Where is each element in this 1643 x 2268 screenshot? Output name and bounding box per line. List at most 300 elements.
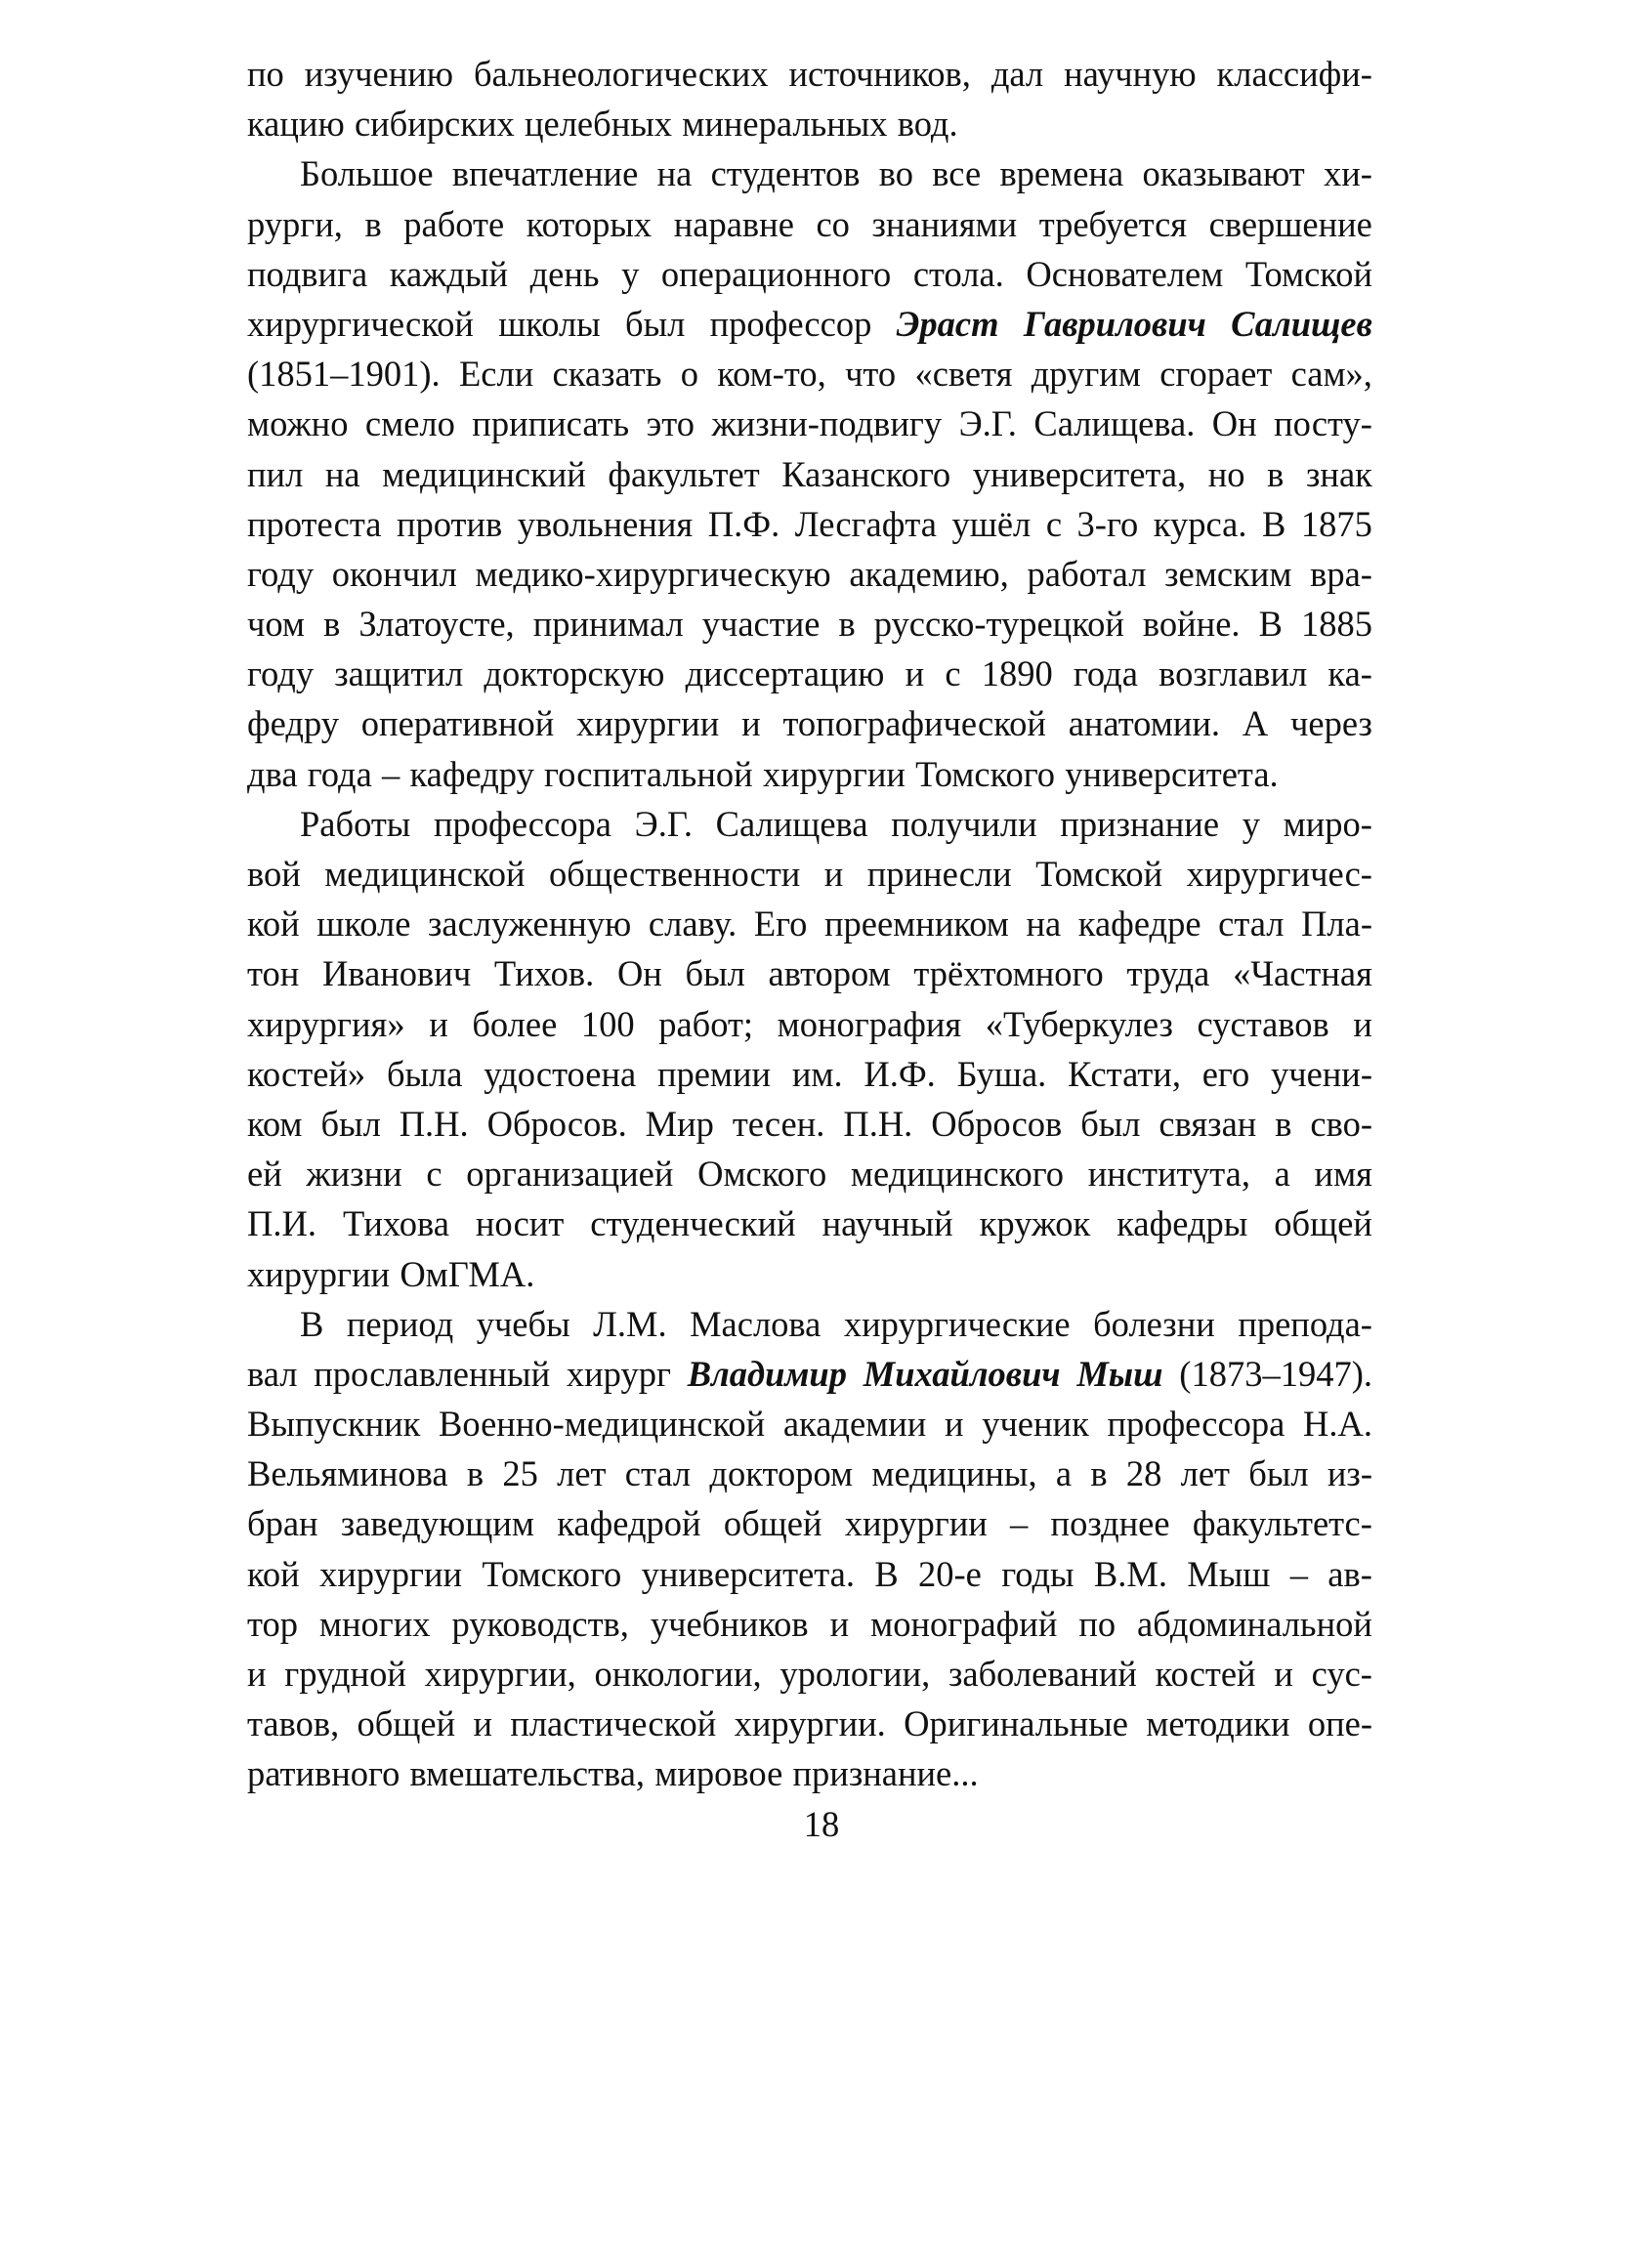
word: хирургии	[844, 1503, 988, 1544]
word: земским	[1164, 553, 1292, 594]
word: ком-то,	[717, 354, 826, 395]
text-line	[247, 599, 1372, 649]
word: Он	[616, 953, 662, 994]
word: профессор	[709, 303, 872, 344]
word: чом	[247, 604, 306, 645]
word: Томской	[1035, 854, 1163, 894]
word: защитил	[334, 653, 464, 694]
word: стал	[1218, 903, 1285, 945]
emphasized-name-word: Гаврилович	[1023, 303, 1206, 344]
word: общей	[723, 1503, 822, 1544]
word: сус-	[1311, 1654, 1372, 1694]
word: бальнеологических	[473, 54, 769, 94]
word: и	[829, 1603, 850, 1644]
word: получили	[891, 803, 1037, 844]
word: сказать	[552, 354, 662, 395]
word: был	[685, 953, 745, 994]
word: требуется	[1038, 203, 1188, 244]
word: в	[323, 604, 341, 645]
word: Казанского	[781, 453, 951, 494]
text-line	[247, 1049, 1372, 1099]
word: учебы	[476, 1303, 570, 1344]
word: Тихова	[342, 1203, 449, 1244]
emphasized-name-word: Михайлович	[863, 1353, 1061, 1394]
word: студентов	[710, 153, 861, 194]
word: против	[396, 503, 503, 544]
word: Э.Г.	[958, 403, 1017, 444]
word: института,	[1087, 1154, 1250, 1195]
word: что	[845, 354, 897, 395]
word: 100	[580, 1003, 635, 1044]
word: университета.	[1065, 753, 1279, 794]
word: «Частная	[1233, 953, 1372, 994]
word: Его	[753, 903, 808, 945]
word: монография	[777, 1003, 962, 1044]
text-line	[247, 99, 1372, 148]
word: В	[1262, 503, 1286, 544]
word: период	[346, 1303, 454, 1344]
word: урологии,	[779, 1654, 931, 1694]
word: вмешательства,	[409, 1753, 646, 1794]
word: хирург	[566, 1353, 671, 1394]
word: Мыш	[1187, 1553, 1271, 1594]
word: кой	[247, 903, 300, 945]
word: федру	[247, 703, 339, 744]
word: премии	[656, 1053, 772, 1094]
word: многих	[318, 1603, 431, 1644]
word: (1851–1901).	[247, 354, 441, 395]
word: подвига	[247, 253, 368, 294]
word: и	[945, 1404, 964, 1445]
word: и	[741, 703, 761, 744]
word: сгорает	[1159, 354, 1273, 395]
word: другим	[1031, 354, 1141, 395]
word: пил	[247, 453, 304, 494]
word: им.	[791, 1053, 843, 1094]
word: в	[1267, 453, 1285, 494]
text-line	[247, 1599, 1372, 1649]
word: приписать	[472, 403, 630, 444]
word: Томской	[1244, 253, 1372, 294]
word: препода-	[1238, 1303, 1372, 1344]
word: медицины,	[871, 1453, 1037, 1494]
word: И.Ф.	[864, 1053, 936, 1094]
word: оказывают	[1142, 153, 1305, 194]
word: оперативной	[360, 703, 555, 744]
word: стола.	[912, 253, 1004, 294]
word: а	[1055, 1453, 1073, 1494]
word: году	[247, 653, 315, 694]
word: более	[472, 1003, 558, 1044]
word: абдоминальной	[1137, 1603, 1372, 1644]
word: свершение	[1208, 203, 1372, 244]
word: учени-	[1270, 1053, 1372, 1094]
word: руководств,	[451, 1603, 629, 1644]
word: (1873–1947).	[1179, 1353, 1372, 1394]
word: кацию	[247, 104, 345, 145]
text-line	[247, 1349, 1372, 1399]
word: труда	[1126, 953, 1210, 994]
word: посту-	[1274, 403, 1372, 444]
word: славу.	[648, 903, 737, 945]
word: организацией	[466, 1154, 674, 1195]
word: два	[247, 753, 298, 794]
word: со	[816, 203, 850, 244]
word: на	[1026, 903, 1062, 945]
word: хирургии	[247, 1253, 391, 1294]
word: трёхтомного	[913, 953, 1104, 994]
word: диссертацию	[685, 653, 885, 694]
word: Пла-	[1301, 903, 1372, 945]
word: хирургия»	[247, 1003, 405, 1044]
word: 1885	[1301, 604, 1372, 645]
text-line	[247, 1099, 1372, 1149]
word: окончил	[331, 553, 457, 594]
word: костей	[1155, 1654, 1256, 1694]
word: Л.М.	[593, 1303, 667, 1344]
word: ка-	[1327, 653, 1372, 694]
word: Обросов	[931, 1103, 1063, 1144]
word: с	[426, 1154, 442, 1195]
text-line	[247, 299, 1372, 349]
word: Основателем	[1026, 253, 1224, 294]
word: П.Н.	[399, 1103, 469, 1144]
word: хирургической	[247, 303, 474, 344]
word: В	[300, 1303, 324, 1344]
word: лет	[1180, 1453, 1231, 1494]
word: на	[656, 153, 693, 194]
word: сво-	[1310, 1103, 1372, 1144]
text-line	[247, 749, 1372, 799]
word: Маслова	[690, 1303, 822, 1344]
word: и	[429, 1003, 448, 1044]
word: которых	[526, 203, 653, 244]
word: ком	[247, 1103, 303, 1144]
word: по	[247, 54, 284, 94]
word: грудной	[284, 1654, 406, 1694]
word: Иванович	[321, 953, 472, 994]
word: «Туберкулез	[985, 1003, 1173, 1044]
word: был	[320, 1103, 381, 1144]
word: хирургичес-	[1186, 854, 1372, 894]
word: в	[1090, 1453, 1108, 1494]
word: В	[1258, 604, 1283, 645]
word: монографий	[870, 1603, 1058, 1644]
word: ей	[247, 1154, 282, 1195]
word: пластической	[510, 1703, 717, 1744]
text-line	[247, 1549, 1372, 1599]
word: топографической	[782, 703, 1046, 744]
text-line	[247, 1699, 1372, 1748]
text-line	[247, 1449, 1372, 1498]
word: Томского	[915, 753, 1056, 794]
word: –	[1010, 1503, 1029, 1544]
word: по	[1078, 1603, 1116, 1644]
word: удостоена	[484, 1053, 637, 1094]
page-number: 18	[803, 1804, 840, 1844]
word: носит	[475, 1203, 565, 1244]
word: целебных	[524, 104, 672, 145]
word: 20-е	[918, 1553, 982, 1594]
word: был	[1080, 1103, 1141, 1144]
word: операционного	[660, 253, 892, 294]
word: П.Н.	[843, 1103, 913, 1144]
word: день	[529, 253, 600, 294]
word: Златоусте,	[358, 604, 515, 645]
word: студенческий	[590, 1203, 796, 1244]
text-line	[247, 549, 1372, 599]
text-line	[247, 649, 1372, 698]
word: заведующим	[340, 1503, 534, 1544]
word: П.Ф.	[707, 503, 780, 544]
word: русско-турецкой	[873, 604, 1124, 645]
word: можно	[247, 403, 349, 444]
word: была	[386, 1053, 463, 1094]
word: признание	[1060, 803, 1220, 844]
word: В.М.	[1093, 1553, 1167, 1594]
word: стал	[624, 1453, 692, 1494]
word: хирургические	[843, 1303, 1071, 1344]
text-line	[247, 249, 1372, 299]
word: смело	[364, 403, 455, 444]
word: Тихов.	[493, 953, 595, 994]
word: классифи-	[1216, 54, 1372, 94]
word: Если	[458, 354, 534, 395]
text-line	[247, 1748, 1372, 1798]
word: знак	[1306, 453, 1372, 494]
word: Оригинальные	[904, 1703, 1128, 1744]
word: факультет	[608, 453, 760, 494]
word: кафедре	[1077, 903, 1201, 945]
word: года	[1073, 653, 1138, 694]
word: с	[945, 653, 961, 694]
word: ученик	[982, 1404, 1089, 1445]
word: его	[1201, 1053, 1250, 1094]
text-line	[247, 849, 1372, 899]
word: В	[874, 1553, 899, 1594]
word: хи-	[1323, 153, 1372, 194]
word: Э.Г.	[634, 803, 693, 844]
word: жизни-подвигу	[711, 403, 943, 444]
word: госпитальной	[544, 753, 753, 794]
word: научную	[1064, 54, 1197, 94]
word: источников,	[788, 54, 971, 94]
word: связан	[1159, 1103, 1257, 1144]
word: академию,	[849, 553, 1009, 594]
word: медицинского	[850, 1154, 1065, 1195]
word: возглавил	[1159, 653, 1308, 694]
word: через	[1290, 703, 1372, 744]
word: хирургии	[762, 753, 906, 794]
word: Лесгафта	[794, 503, 937, 544]
word: школе	[316, 903, 411, 945]
word: и	[823, 854, 844, 894]
word: на	[324, 453, 360, 494]
word: тон	[247, 953, 300, 994]
word: научный	[822, 1203, 953, 1244]
word: впечатление	[451, 153, 639, 194]
word: вод.	[897, 104, 958, 145]
word: Кстати,	[1068, 1053, 1181, 1094]
word: позднее	[1050, 1503, 1170, 1544]
word: во	[878, 153, 913, 194]
word: и	[905, 653, 925, 694]
word: хирургии.	[734, 1703, 886, 1744]
word: Обросов.	[486, 1103, 627, 1144]
word: вал	[247, 1353, 298, 1394]
word: онкологии,	[594, 1654, 762, 1694]
word: работ;	[658, 1003, 754, 1044]
word: это	[646, 403, 695, 444]
word: анатомии.	[1068, 703, 1221, 744]
word: 25	[502, 1453, 538, 1494]
word: времена	[999, 153, 1124, 194]
text-line	[247, 799, 1372, 849]
word: Н.А.	[1303, 1404, 1372, 1445]
word: работе	[403, 203, 505, 244]
word: Работы	[300, 803, 411, 844]
word: принесли	[866, 854, 1012, 894]
word: 1875	[1300, 503, 1372, 544]
word: принимал	[532, 604, 684, 645]
word: Буша.	[956, 1053, 1047, 1094]
word: тавов,	[247, 1703, 340, 1744]
word: суставов	[1197, 1003, 1329, 1044]
word: года	[307, 753, 372, 794]
word: ав-	[1327, 1553, 1372, 1594]
word: профессора	[434, 803, 611, 844]
word: каждый	[389, 253, 509, 294]
word: ОмГМА.	[400, 1253, 535, 1294]
word: заболеваний	[948, 1654, 1137, 1694]
word: сибирских	[354, 104, 515, 145]
word: рурги,	[247, 203, 343, 244]
word: мировое	[654, 1753, 783, 1794]
word: Вельяминова	[247, 1453, 448, 1494]
word: а	[1274, 1154, 1290, 1195]
word: в	[364, 203, 382, 244]
word: П.И.	[247, 1203, 316, 1244]
word: изучению	[304, 54, 454, 94]
word: году	[247, 553, 315, 594]
word: кафедру	[409, 753, 534, 794]
word: имя	[1314, 1154, 1372, 1195]
word: был	[625, 303, 686, 344]
word: профессора	[1107, 1404, 1285, 1445]
word: бран	[247, 1503, 318, 1544]
word: сам»,	[1290, 354, 1372, 395]
word: университета.	[641, 1553, 856, 1594]
word: минеральных	[682, 104, 888, 145]
word: болезни	[1093, 1303, 1215, 1344]
word: –	[382, 753, 400, 794]
word: хирургии	[319, 1553, 463, 1594]
word: лет	[557, 1453, 607, 1494]
word: кафедры	[1116, 1203, 1248, 1244]
word: у	[621, 253, 640, 294]
word: хирургии,	[424, 1654, 576, 1694]
word: докторскую	[484, 653, 665, 694]
word: вра-	[1310, 553, 1372, 594]
word: у	[1242, 803, 1260, 844]
word: был	[1248, 1453, 1309, 1494]
word: Большое	[300, 153, 434, 194]
word: о	[680, 354, 698, 395]
word: школы	[498, 303, 601, 344]
word: жизни	[306, 1154, 402, 1195]
word: признание...	[792, 1753, 979, 1794]
word: работал	[1027, 553, 1147, 594]
word: знаниями	[871, 203, 1018, 244]
word: вой	[247, 854, 301, 894]
word: 1890	[981, 653, 1053, 694]
word: годы	[1001, 1553, 1074, 1594]
word: медицинской	[324, 854, 526, 894]
word: факультетс-	[1192, 1503, 1372, 1544]
word: Томского	[482, 1553, 622, 1594]
word: академии	[782, 1404, 927, 1445]
word: протеста	[247, 503, 382, 544]
word: А	[1242, 703, 1269, 744]
word: –	[1289, 1553, 1308, 1594]
word: и	[473, 1703, 493, 1744]
word: медицинский	[382, 453, 586, 494]
text-line	[247, 199, 1372, 249]
word: Военно-медицинской	[439, 1404, 766, 1445]
text-line	[247, 1299, 1372, 1349]
text-line	[247, 49, 1372, 99]
word: и	[1274, 1654, 1293, 1694]
text-line	[247, 899, 1372, 948]
word: медико-хирургическую	[475, 553, 831, 594]
word: войне.	[1142, 604, 1241, 645]
emphasized-name-word: Мыш	[1076, 1353, 1163, 1394]
word: кафедрой	[557, 1503, 701, 1544]
word: университета,	[972, 453, 1187, 494]
word: и	[1353, 1003, 1372, 1044]
word: кружок	[979, 1203, 1091, 1244]
word: Выпускник	[247, 1404, 421, 1445]
word: доктором	[709, 1453, 854, 1494]
text-line	[247, 948, 1372, 998]
word: миро-	[1283, 803, 1372, 844]
emphasized-name-word: Салищев	[1231, 303, 1372, 344]
text-line	[247, 1149, 1372, 1198]
word: заслуженную	[428, 903, 632, 945]
text-line	[247, 148, 1372, 198]
word: автором	[768, 953, 891, 994]
word: но	[1207, 453, 1245, 494]
word: увольнения	[517, 503, 694, 544]
word: Мир	[645, 1103, 714, 1144]
text-line	[247, 1249, 1372, 1299]
word: и	[247, 1654, 267, 1694]
text-line	[247, 1399, 1372, 1449]
text-line	[247, 1198, 1372, 1248]
word: 28	[1125, 1453, 1162, 1494]
word: все	[932, 153, 982, 194]
text-line	[247, 1498, 1372, 1548]
word: учебников	[650, 1603, 809, 1644]
word: 3-го	[1076, 503, 1139, 544]
word: в	[1275, 1103, 1292, 1144]
word: общей	[357, 1703, 456, 1744]
word: опе-	[1307, 1703, 1372, 1744]
page-body	[247, 49, 1372, 1799]
word: хирургии	[576, 703, 720, 744]
word: общей	[1274, 1203, 1372, 1244]
word: наравне	[673, 203, 794, 244]
